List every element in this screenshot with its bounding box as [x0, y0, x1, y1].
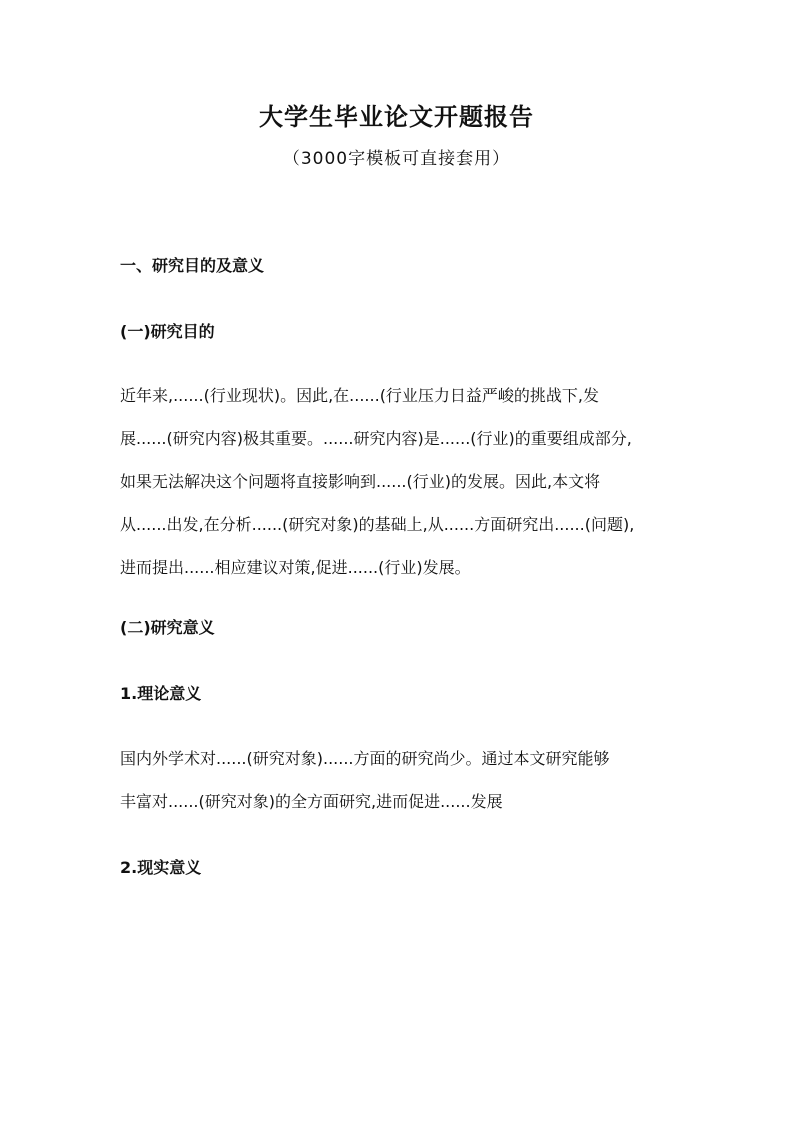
- item-heading-theoretical-significance: 1.理论意义: [120, 684, 202, 703]
- subsection-heading-significance: (二)研究意义: [120, 618, 215, 637]
- subsection-heading-purpose: (一)研究目的: [120, 322, 215, 341]
- theoretical-significance-paragraph: [120, 746, 680, 832]
- paragraph-line: 展......(研究内容)极其重要。......研究内容)是......(行业)的重要组成部分,: [120, 429, 632, 448]
- paragraph-line: 近年来,......(行业现状)。因此,在......(行业压力日益严峻的挑战下,发: [120, 386, 600, 405]
- document-title: 大学生毕业论文开题报告: [259, 103, 534, 131]
- document-subtitle: （3000字模板可直接套用）: [282, 149, 511, 169]
- paragraph-line: 国内外学术对......(研究对象)......方面的研究尚少。通过本文研究能够: [120, 749, 610, 768]
- paragraph-line: 如果无法解决这个问题将直接影响到......(行业)的发展。因此,本文将: [120, 472, 601, 491]
- section-heading-purpose-significance: 一、研究目的及意义: [120, 256, 265, 275]
- paragraph-line: 从......出发,在分析......(研究对象)的基础上,从......方面研究出......(问题),: [120, 515, 635, 534]
- paragraph-line: 进而提出......相应建议对策,促进......(行业)发展。: [120, 558, 471, 577]
- paragraph-line: 丰富对......(研究对象)的全方面研究,进而促进......发展: [120, 792, 503, 811]
- item-heading-practical-significance: 2.现实意义: [120, 858, 202, 877]
- purpose-paragraph: [120, 383, 680, 598]
